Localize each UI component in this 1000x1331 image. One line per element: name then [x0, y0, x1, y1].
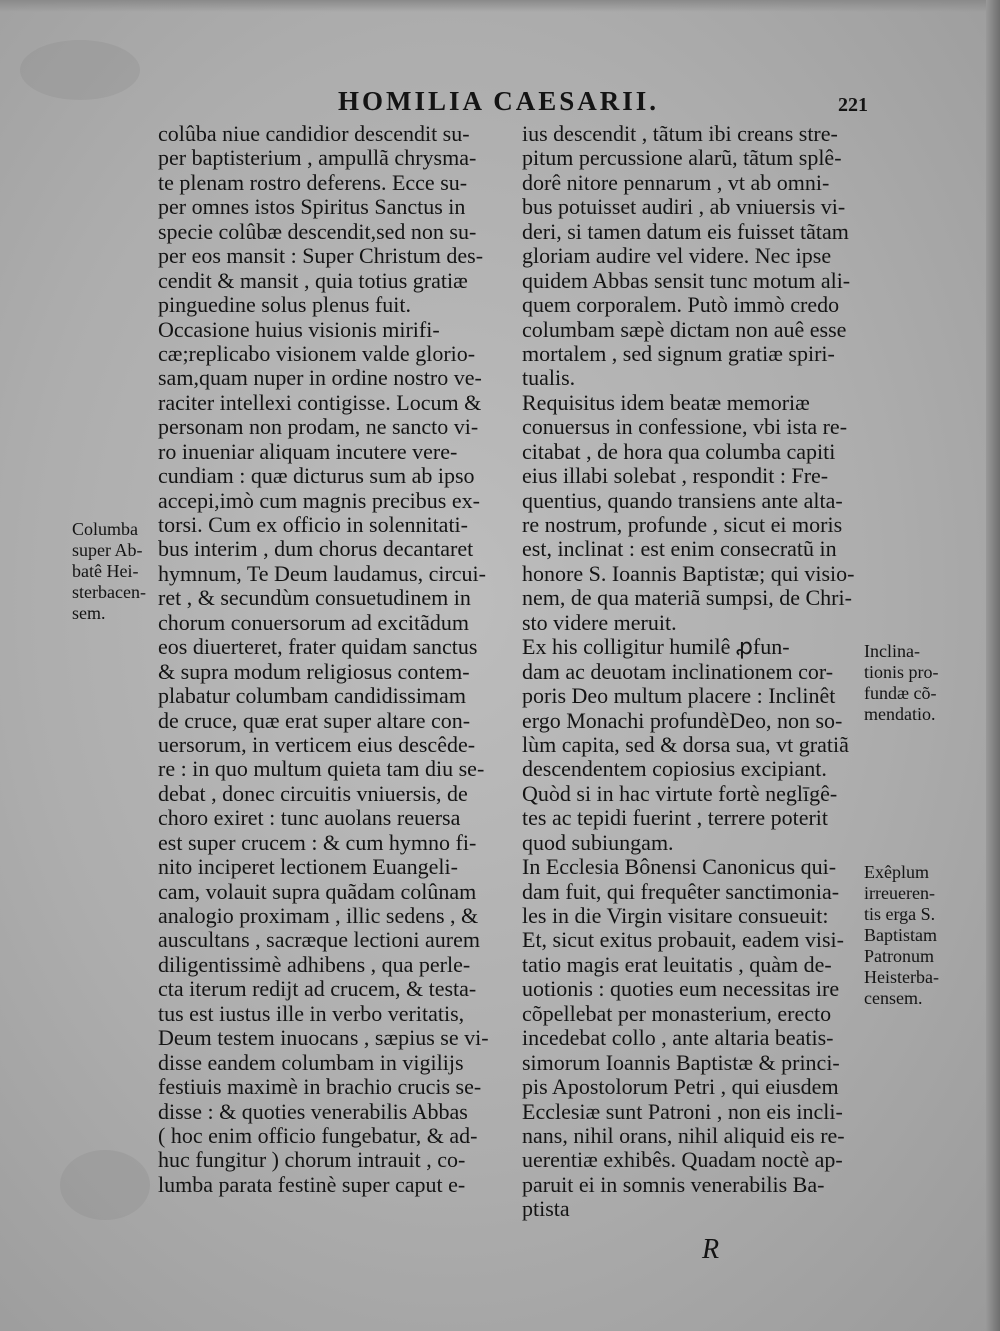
- text-line: diligentissimè adhibens , qua perle-: [158, 951, 471, 977]
- text-line: Ecclesiæ sunt Patroni , non eis incli-: [522, 1098, 843, 1124]
- text-line: incedebat collo , ante altaria beatis-: [522, 1025, 834, 1051]
- text-line: eos diuerteret, frater quidam sanctus: [158, 634, 478, 660]
- text-line: pinguedine solus plenus fuit.: [158, 292, 411, 318]
- text-line: cta iterum rediјt ad crucem, & testa-: [158, 976, 477, 1002]
- text-line: sam,quam nuper in ordine nostro ve-: [158, 365, 482, 391]
- text-line: per omnes istos Spiritus Sanctus in: [158, 194, 466, 220]
- marginal-note-exemplum: [864, 862, 939, 1009]
- text-line: uerentiæ exhibês. Quadam noctè ap-: [522, 1147, 843, 1173]
- text-line: paruit ei in somnis venerabilis Ba-: [522, 1171, 825, 1197]
- marginal-note-line: Patronum: [864, 946, 934, 966]
- text-line: cæ;replicabo visionem valde glorio-: [158, 340, 476, 366]
- text-line: Occasione huius visionis mirifi-: [158, 316, 440, 342]
- text-line: conuersus in confessione, vbi ista re-: [522, 414, 848, 440]
- text-line: ptista: [522, 1196, 570, 1222]
- marginal-note-line: irreueren-: [864, 883, 935, 903]
- marginal-note-inclinatio: [864, 641, 939, 725]
- text-line: disse : & quoties venerabilis Abbas: [158, 1098, 468, 1124]
- marginal-note-line: Exêplum: [864, 862, 929, 882]
- text-line: dam fuit, qui frequêter sanctimonia-: [522, 878, 840, 904]
- text-line: tatio magis erat leuitatis , quàm de-: [522, 951, 832, 977]
- text-line: de cruce, quæ erat super altare con-: [158, 707, 471, 733]
- page-number: 221: [838, 94, 868, 116]
- marginal-note-line: batê Hei-: [72, 561, 139, 581]
- text-line: dam ac deuotam inclinationem cor-: [522, 658, 834, 684]
- text-line: tes ac tepidi fuerint , terrere poterit: [522, 805, 829, 831]
- text-line: ( hoc enim officio fungebatur, & ad-: [158, 1122, 478, 1148]
- text-line: bus potuisset audiri , ab vniuersis vi-: [522, 194, 846, 220]
- text-line: cundiam : quæ dicturus sum ab ipso: [158, 463, 475, 489]
- running-head: HOMILIA CAESARII.: [338, 86, 660, 116]
- text-line: uersorum, in verticem eius descêde-: [158, 731, 476, 757]
- text-line: ius descendit , tãtum ibi creans stre-: [522, 121, 838, 146]
- text-line: festiuis maximè in brachio crucis se-: [158, 1074, 482, 1100]
- text-line: In Ecclesia Bônensi Canonicus qui-: [522, 854, 837, 880]
- paper-stain: [20, 40, 140, 100]
- text-line: specie colûbæ descendit,sed non su-: [158, 218, 477, 244]
- text-line: disse eandem columbam in vigilijs: [158, 1049, 464, 1075]
- marginal-note-line: sem.: [72, 603, 106, 623]
- text-line: uotionis : quoties eum necessitas ire: [522, 976, 840, 1002]
- text-line: te plenam rostro deferens. Ecce su-: [158, 169, 468, 195]
- marginal-note-line: tionis pro-: [864, 662, 939, 682]
- marginal-note-line: censem.: [864, 988, 923, 1008]
- text-line: pis Apostolorum Petri , qui eiusdem: [522, 1074, 839, 1100]
- marginal-note-line: Columba: [72, 519, 138, 539]
- text-line: hymnum, Te Deum laudamus, circui-: [158, 560, 486, 586]
- text-line: Requisitus idem beatæ memoriæ: [522, 389, 810, 415]
- text-line: nem, de qua materiã sumpsi, de Chri-: [522, 585, 852, 611]
- text-line: deri, si tamen datum eis fuisset tãtam: [522, 218, 849, 244]
- text-line: tus est iustus ille in verbo veritatis,: [158, 1000, 465, 1026]
- text-line: citabat , de hora qua columba capiti: [522, 438, 836, 464]
- text-line: accepi,imò cum magnis precibus ex-: [158, 487, 480, 513]
- marginal-note-columba: [72, 519, 146, 624]
- text-line: Deum testem inuocans , sæpius se vi-: [158, 1025, 489, 1051]
- page-edge-shadow: [986, 0, 1000, 1331]
- text-line: descendentem copiosius excipiant.: [522, 756, 827, 782]
- text-line: tualis.: [522, 365, 576, 391]
- text-line: huc fungitur ) chorum intrauit , co-: [158, 1147, 466, 1173]
- text-line: re nostrum, profunde , sicut ei moris: [522, 512, 843, 537]
- text-line: honore S. Ioannis Baptistæ; qui visio-: [522, 560, 855, 586]
- text-line: per eos mansit : Super Christum des-: [158, 243, 484, 269]
- text-line: per baptisterium , ampullã chrysma-: [158, 145, 477, 171]
- text-line: lùm capita, sed & dorsa sua, vt gratiã: [522, 731, 849, 757]
- text-line: est, inclinat : est enim consecratũ in: [522, 536, 837, 562]
- text-line: mortalem , sed signum gratiæ spiri-: [522, 340, 835, 366]
- text-line: cendit & mansit , quia totius gratiæ: [158, 267, 468, 293]
- text-line: cõpellebat per monasterium, erecto: [522, 1000, 832, 1026]
- text-line: quentius, quando transiens ante alta-: [522, 487, 843, 513]
- text-line: est super crucem : & cum hymno fi-: [158, 829, 477, 855]
- text-line: personam non prodam, ne sancto vi-: [158, 414, 479, 440]
- text-line: nans, nihil orans, nihil aliquid eis re-: [522, 1122, 845, 1148]
- text-line: gloriam audire vel videre. Nec ipse: [522, 243, 832, 269]
- marginal-note-line: mendatio.: [864, 704, 936, 724]
- marginal-note-line: sterbacen-: [72, 582, 146, 602]
- text-line: debat , donec circuitis vniuersis, de: [158, 780, 468, 806]
- text-line: les in die Virgin visitare consueuit:: [522, 903, 829, 928]
- text-line: Quòd si in hac virtute fortè neglīgê-: [522, 780, 838, 806]
- marginal-note-line: Baptistam: [864, 925, 937, 945]
- text-line: plabatur columbam candidissimam: [158, 683, 466, 709]
- marginal-note-line: Inclina-: [864, 641, 920, 661]
- text-line: nito inciperet lectionem Euangeli-: [158, 854, 458, 880]
- text-line: torsi. Cum ex officio in solennitati-: [158, 512, 468, 537]
- text-line: sto videre meruit.: [522, 609, 677, 635]
- paper-stain: [60, 1150, 150, 1220]
- text-line: ret , & secundùm consuetudinem in: [158, 585, 471, 611]
- text-line: ro inueniar aliquam incutere vere-: [158, 438, 458, 464]
- text-line: dorê nitore pennarum , vt ab omni-: [522, 169, 830, 195]
- text-line: colûba niue candidior descendit su-: [158, 121, 470, 146]
- text-line: chorum conuersorum ad excitãdum: [158, 609, 469, 635]
- text-line: eius illabi solebat , respondit : Fre-: [522, 463, 829, 489]
- page-top-shadow: [0, 0, 1000, 12]
- text-line: pitum percussione alarũ, tãtum splê-: [522, 145, 842, 171]
- text-line: re : in quo multum quieta tam diu se-: [158, 756, 485, 782]
- marginal-note-line: fundæ cõ-: [864, 683, 937, 703]
- marginal-note-line: super Ab-: [72, 540, 143, 560]
- text-line: quidem Abbas sensit tunc motum ali-: [522, 267, 851, 293]
- catchword: R: [702, 1234, 720, 1265]
- text-line: raciter intellexi contigisse. Locum &: [158, 389, 482, 415]
- text-line: simorum Ioannis Baptistæ & princi-: [522, 1049, 840, 1075]
- text-line: quod subiungam.: [522, 829, 674, 855]
- text-line: auscultans , sacræque lectioni aurem: [158, 927, 480, 953]
- right-text-column: [522, 122, 854, 1222]
- marginal-note-line: tis erga S.: [864, 904, 936, 924]
- text-line: poris Deo multum placere : Inclinêt: [522, 683, 836, 709]
- text-line: Ex his colligitur humilê ꝓfun-: [522, 634, 790, 660]
- marginal-note-line: Heisterba-: [864, 967, 939, 987]
- text-line: analogio proximam , illic sedens , &: [158, 903, 479, 928]
- text-line: cam, volauit supra quãdam colûnam: [158, 878, 477, 904]
- text-line: ergo Monachi profundèDeo, non so-: [522, 707, 843, 733]
- text-line: choro exiret : tunc auolans reuersa: [158, 805, 461, 831]
- text-line: quem corporalem. Putò immò credo: [522, 292, 840, 318]
- left-text-column: [158, 122, 489, 1197]
- text-line: columbam sæpè dictam non auê esse: [522, 316, 847, 342]
- text-line: & supra modum religiosus contem-: [158, 658, 470, 684]
- text-line: bus interim , dum chorus decantaret: [158, 536, 474, 562]
- text-line: Et, sicut exitus probauit, eadem visi-: [522, 927, 844, 953]
- text-line: lumba parata festinè super caput e-: [158, 1171, 466, 1197]
